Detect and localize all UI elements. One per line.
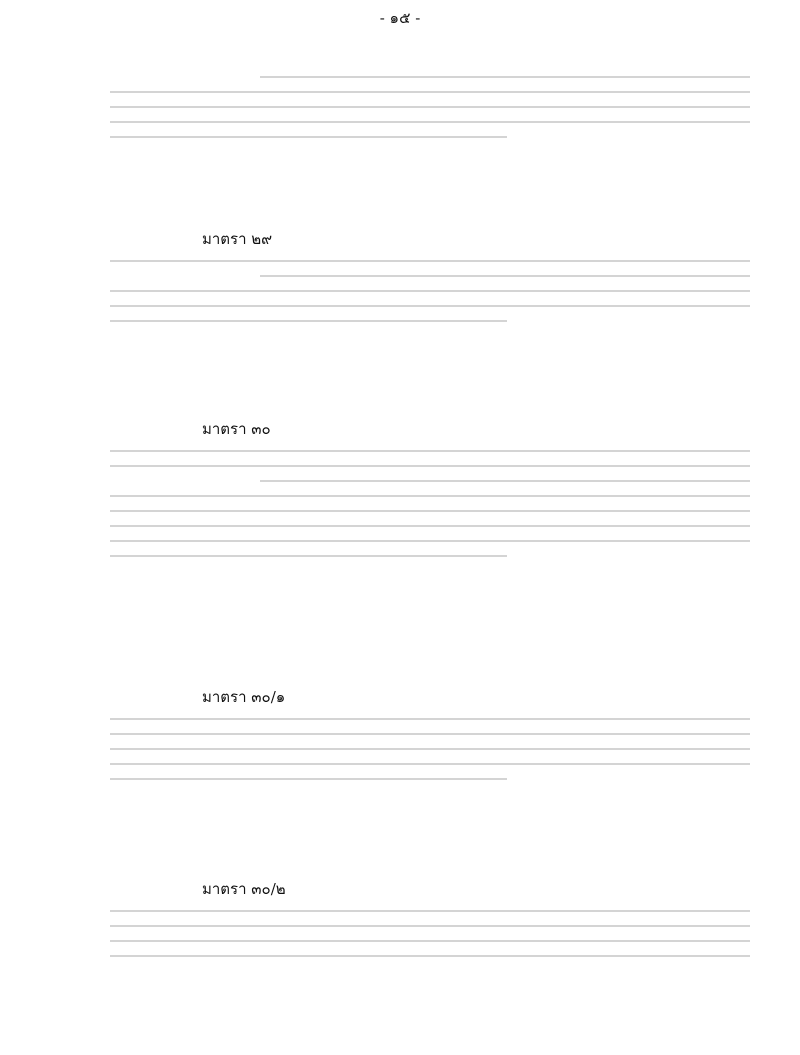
section-block [110, 878, 750, 970]
text-line [110, 465, 750, 467]
text-line [110, 106, 750, 108]
text-line [110, 910, 750, 912]
text-line [110, 955, 750, 957]
text-line [110, 525, 750, 527]
section-block [110, 418, 750, 570]
text-line [110, 925, 750, 927]
text-line [110, 763, 750, 765]
text-line [110, 91, 750, 93]
section-heading: มาตรา ๓๐/๒ [202, 880, 286, 898]
text-line [110, 290, 750, 292]
section-heading: มาตรา ๒๙ [202, 230, 273, 248]
text-line [110, 495, 750, 497]
text-line [110, 540, 750, 542]
text-line [260, 76, 750, 78]
text-line [110, 940, 750, 942]
text-line [110, 510, 750, 512]
section-heading: มาตรา ๓๐ [202, 420, 271, 438]
text-line [110, 450, 750, 452]
text-line [110, 260, 750, 262]
text-line [260, 275, 750, 277]
section-block [110, 228, 750, 335]
section-block [110, 66, 750, 151]
text-line [260, 480, 750, 482]
section-heading: มาตรา ๓๐/๑ [202, 688, 286, 706]
text-line [110, 136, 507, 138]
text-line [110, 778, 507, 780]
section-block [110, 686, 750, 793]
text-line [110, 121, 750, 123]
text-line [110, 748, 750, 750]
text-line [110, 320, 507, 322]
text-line [110, 733, 750, 735]
text-line [110, 305, 750, 307]
text-line [110, 555, 507, 557]
text-line [110, 718, 750, 720]
page-number: - ๑๕ - [379, 9, 421, 27]
